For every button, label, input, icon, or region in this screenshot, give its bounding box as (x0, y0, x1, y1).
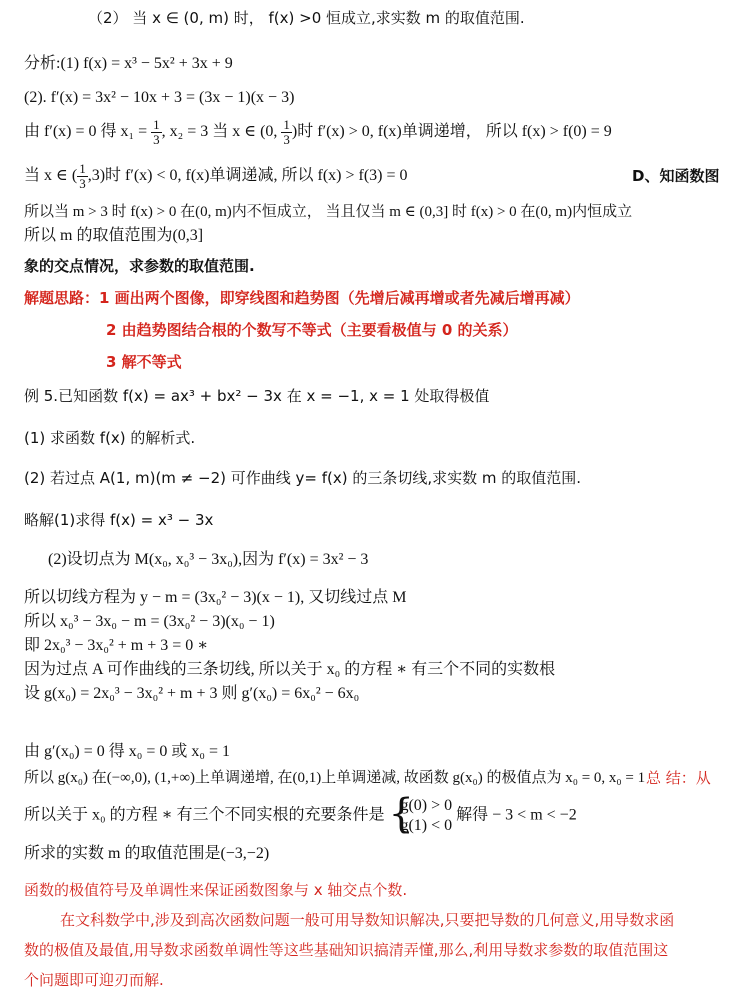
section-d-heading-cont: 象的交点情况，求参数的取值范围. (24, 257, 255, 275)
summary-line-3: 数的极值及最值,用导数求函数单调性等这些基础知识搞清弄懂,那么,利用导数求参数的取值范围这 (24, 941, 669, 959)
analysis-line-4 (24, 162, 408, 191)
system-row-1: g(0) > 0 (400, 797, 453, 814)
example-5-statement: 例 5.已知函数 f(x) = ax³ + bx² − 3x 在 x = −1, x = 1 处取得极值 (24, 387, 490, 405)
final-answer: 所求的实数 m 的取值范围是(−3,−2) (24, 845, 270, 862)
summary-label: 总 结：从 (646, 769, 711, 787)
fraction-numerator: 1 (79, 161, 86, 176)
fraction-one-third (151, 118, 162, 147)
solution-2-line-8: 所以 g(x₀) 在(−∞,0), (1,+∞)上单调递增, 在(0,1)上单调递减, 故函数 g(x₀) 的极值点为 x₀ = 0, x₀ = 1 (24, 770, 646, 786)
line4-part-a: 当 x ∈ ( (24, 167, 78, 185)
system-row-2: g(1) < 0 (400, 817, 453, 834)
summary-line-2: 在文科数学中,涉及到高次函数问题一般可用导数知识解决,只要把导数的几何意义,用导数求函 (60, 911, 675, 929)
analysis-line-1: 分析:(1) f(x) = x³ − 5x² + 3x + 9 (24, 55, 233, 72)
left-brace-icon: { (388, 791, 414, 837)
line3-part-b: , x₂ = 3 当 x ∈ (0, (161, 123, 278, 141)
fraction-numerator: 1 (153, 117, 160, 132)
solution-2-line-7: 由 g′(x₀) = 0 得 x₀ = 0 或 x₀ = 1 (24, 743, 230, 760)
fraction-denominator: 3 (79, 176, 86, 191)
analysis-line-5: 所以当 m > 3 时 f(x) > 0 在(0, m)内不恒成立， 当且仅当 m ∈ (0,3] 时 f(x) > 0 在(0, m)内恒成立 (24, 204, 633, 220)
analysis-line-2: (2). f′(x) = 3x² − 10x + 3 = (3x − 1)(x − 3) (24, 89, 295, 106)
brief-solution-1: 略解(1)求得 f(x) = x³ − 3x (24, 511, 214, 529)
section-d-heading: D、知函数图 (632, 167, 720, 185)
line4-part-b: ,3)时 f′(x) < 0, f(x)单调递减, 所以 f(x) > f(3) = 0 (87, 167, 408, 185)
analysis-line-3 (24, 118, 612, 147)
solution-2-line-1: (2)设切点为 M(x₀, x₀³ − 3x₀),因为 f′(x) = 3x² − 3 (48, 551, 369, 568)
solution-2-line-4: 即 2x₀³ − 3x₀² + m + 3 = 0 ∗ (24, 637, 209, 654)
solution-idea-2: 2 由趋势图结合根的个数写不等式（主要看极值与 0 的关系） (106, 321, 518, 339)
example-5-part-2: (2) 若过点 A(1, m)(m ≠ −2) 可作曲线 y= f(x) 的三条切线,求实数 m 的取值范围. (24, 469, 582, 487)
solution-result: 解得 − 3 < m < −2 (456, 806, 577, 824)
solution-idea-1: 解题思路：1 画出两个图像，即穿线图和趋势图（先增后减再增或者先减后增再减） (24, 289, 580, 307)
solution-2-line-5: 因为过点 A 可作曲线的三条切线, 所以关于 x₀ 的方程 ∗ 有三个不同的实数根 (24, 661, 556, 678)
summary-line-4: 个问题即可迎刃而解. (24, 971, 164, 989)
inequality-system (388, 791, 453, 837)
fraction-numerator: 1 (283, 117, 290, 132)
example-5-part-1: (1) 求函数 f(x) 的解析式. (24, 429, 196, 447)
line3-part-c: )时 f′(x) > 0, f(x)单调递增， 所以 f(x) > f(0) = 9 (291, 123, 612, 141)
solution-idea-3: 3 解不等式 (106, 353, 182, 371)
solution-2-line-9 (24, 791, 577, 837)
analysis-line-6: 所以 m 的取值范围为(0,3] (24, 227, 204, 244)
solution-2-line-6: 设 g(x₀) = 2x₀³ − 3x₀² + m + 3 则 g′(x₀) = 6x₀² − 6x₀ (24, 685, 360, 702)
summary-line-1: 函数的极值符号及单调性来保证函数图象与 x 轴交点个数. (24, 881, 408, 899)
fraction-denominator: 3 (283, 132, 290, 147)
part2-question: （2） 当 x ∈ (0, m) 时， f(x) >0 恒成立,求实数 m 的取值范围. (88, 9, 525, 27)
solution-2-line-3: 所以 x₀³ − 3x₀ − m = (3x₀² − 3)(x₀ − 1) (24, 613, 275, 630)
condition-text: 所以关于 x₀ 的方程 ∗ 有三个不同实根的充要条件是 (24, 806, 385, 824)
fraction-one-third (281, 118, 292, 147)
solution-2-line-2: 所以切线方程为 y − m = (3x₀² − 3)(x − 1), 又切线过点 M (24, 589, 407, 606)
fraction-denominator: 3 (153, 132, 160, 147)
fraction-one-third (77, 162, 88, 191)
line3-part-a: 由 f′(x) = 0 得 x₁ = (24, 123, 148, 141)
